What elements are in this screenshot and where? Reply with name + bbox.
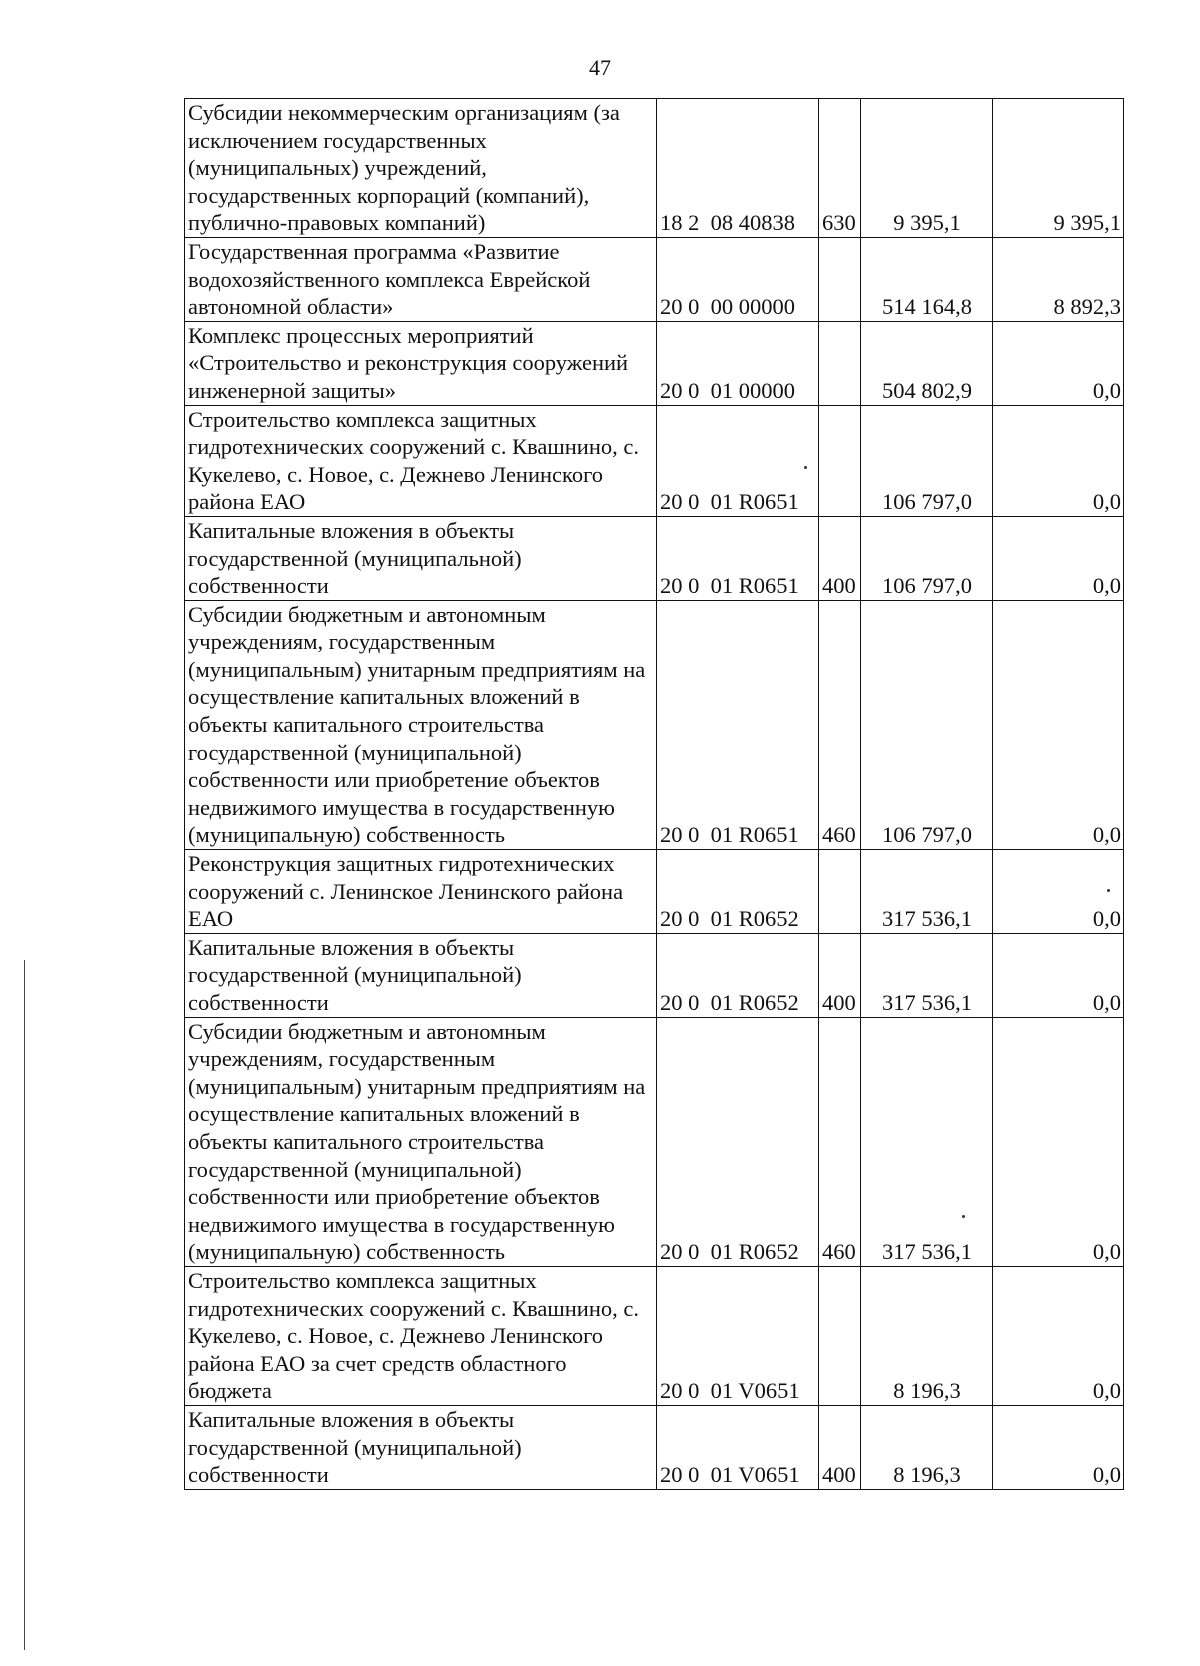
row-type	[819, 850, 861, 934]
row-amount: 504 802,9	[861, 321, 993, 405]
row-code: 20 0 01 R0652	[657, 933, 819, 1017]
table-row	[185, 850, 1124, 934]
row-type: 460	[819, 600, 861, 849]
row-name: Строительство комплекса защитных гидротехнических сооружений с. Квашнино, с. Кукелево, с. Новое, с. Дежнево Ленинского района ЕАО за счет средств областного бюджета	[185, 1266, 657, 1405]
row-amount2: 0,0	[993, 933, 1124, 1017]
row-type: 460	[819, 1017, 861, 1266]
row-amount: 8 196,3	[861, 1266, 993, 1405]
row-name: Реконструкция защитных гидротехнических сооружений с. Ленинское Ленинского района ЕАО	[185, 850, 657, 934]
table-row	[185, 1017, 1124, 1266]
row-amount: 106 797,0	[861, 405, 993, 516]
row-amount: 106 797,0	[861, 516, 993, 600]
table-row	[185, 933, 1124, 1017]
row-amount: 106 797,0	[861, 600, 993, 849]
row-amount: 317 536,1	[861, 1017, 993, 1266]
row-amount2: 0,0	[993, 516, 1124, 600]
row-amount2: 8 892,3	[993, 237, 1124, 321]
table-row	[185, 321, 1124, 405]
row-name: Комплекс процессных мероприятий «Строительство и реконструкция сооружений инженерной защиты»	[185, 321, 657, 405]
row-name: Капитальные вложения в объекты государственной (муниципальной) собственности	[185, 1405, 657, 1489]
row-amount2: 0,0	[993, 1017, 1124, 1266]
table-row	[185, 99, 1124, 238]
row-code: 20 0 01 V0651	[657, 1405, 819, 1489]
row-type: 400	[819, 933, 861, 1017]
row-name: Субсидии некоммерческим организациям (за исключением государственных (муниципальных) учреждений, государственных корпораций (компаний), публично-правовых компаний)	[185, 99, 657, 238]
row-code: 20 0 00 00000	[657, 237, 819, 321]
row-name: Капитальные вложения в объекты государственной (муниципальной) собственности	[185, 516, 657, 600]
row-amount: 514 164,8	[861, 237, 993, 321]
table-row	[185, 237, 1124, 321]
row-type	[819, 1266, 861, 1405]
budget-table	[184, 98, 1124, 1490]
row-code: 18 2 08 40838	[657, 99, 819, 238]
table-row	[185, 516, 1124, 600]
row-type: 630	[819, 99, 861, 238]
row-amount: 8 196,3	[861, 1405, 993, 1489]
row-code: 20 0 01 R0652	[657, 1017, 819, 1266]
row-code: 20 0 01 00000	[657, 321, 819, 405]
row-type	[819, 405, 861, 516]
row-type	[819, 321, 861, 405]
row-amount2: 9 395,1	[993, 99, 1124, 238]
table-row	[185, 600, 1124, 849]
table-row	[185, 405, 1124, 516]
row-amount: 317 536,1	[861, 933, 993, 1017]
row-amount2: 0,0	[993, 1405, 1124, 1489]
row-amount2: 0,0	[993, 405, 1124, 516]
row-name: Строительство комплекса защитных гидротехнических сооружений с. Квашнино, с. Кукелево, с. Новое, с. Дежнево Ленинского района ЕАО	[185, 405, 657, 516]
row-type: 400	[819, 1405, 861, 1489]
row-name: Субсидии бюджетным и автономным учреждениям, государственным (муниципальным) унитарным предприятиям на осуществление капитальных вложений в объекты капитального строительства государственной (муниципальной) собственности или приобретение объектов недвижимого имущества в государственную (муниципальную) собственность	[185, 600, 657, 849]
scan-edge-line	[24, 960, 25, 1650]
row-code: 20 0 01 R0651	[657, 516, 819, 600]
table-row	[185, 1405, 1124, 1489]
row-code: 20 0 01 V0651	[657, 1266, 819, 1405]
row-code: 20 0 01 R0651	[657, 405, 819, 516]
row-type	[819, 237, 861, 321]
row-amount2: 0,0	[993, 321, 1124, 405]
page-number: 47	[589, 55, 611, 80]
row-amount2: 0,0	[993, 1266, 1124, 1405]
row-name: Капитальные вложения в объекты государственной (муниципальной) собственности	[185, 933, 657, 1017]
table-row	[185, 1266, 1124, 1405]
row-code: 20 0 01 R0651	[657, 600, 819, 849]
row-amount2: 0,0	[993, 850, 1124, 934]
row-amount: 317 536,1	[861, 850, 993, 934]
row-name: Субсидии бюджетным и автономным учреждениям, государственным (муниципальным) унитарным предприятиям на осуществление капитальных вложений в объекты капитального строительства государственной (муниципальной) собственности или приобретение объектов недвижимого имущества в государственную (муниципальную) собственность	[185, 1017, 657, 1266]
row-amount2: 0,0	[993, 600, 1124, 849]
row-name: Государственная программа «Развитие водохозяйственного комплекса Еврейской автономной области»	[185, 237, 657, 321]
row-type: 400	[819, 516, 861, 600]
row-code: 20 0 01 R0652	[657, 850, 819, 934]
row-amount: 9 395,1	[861, 99, 993, 238]
